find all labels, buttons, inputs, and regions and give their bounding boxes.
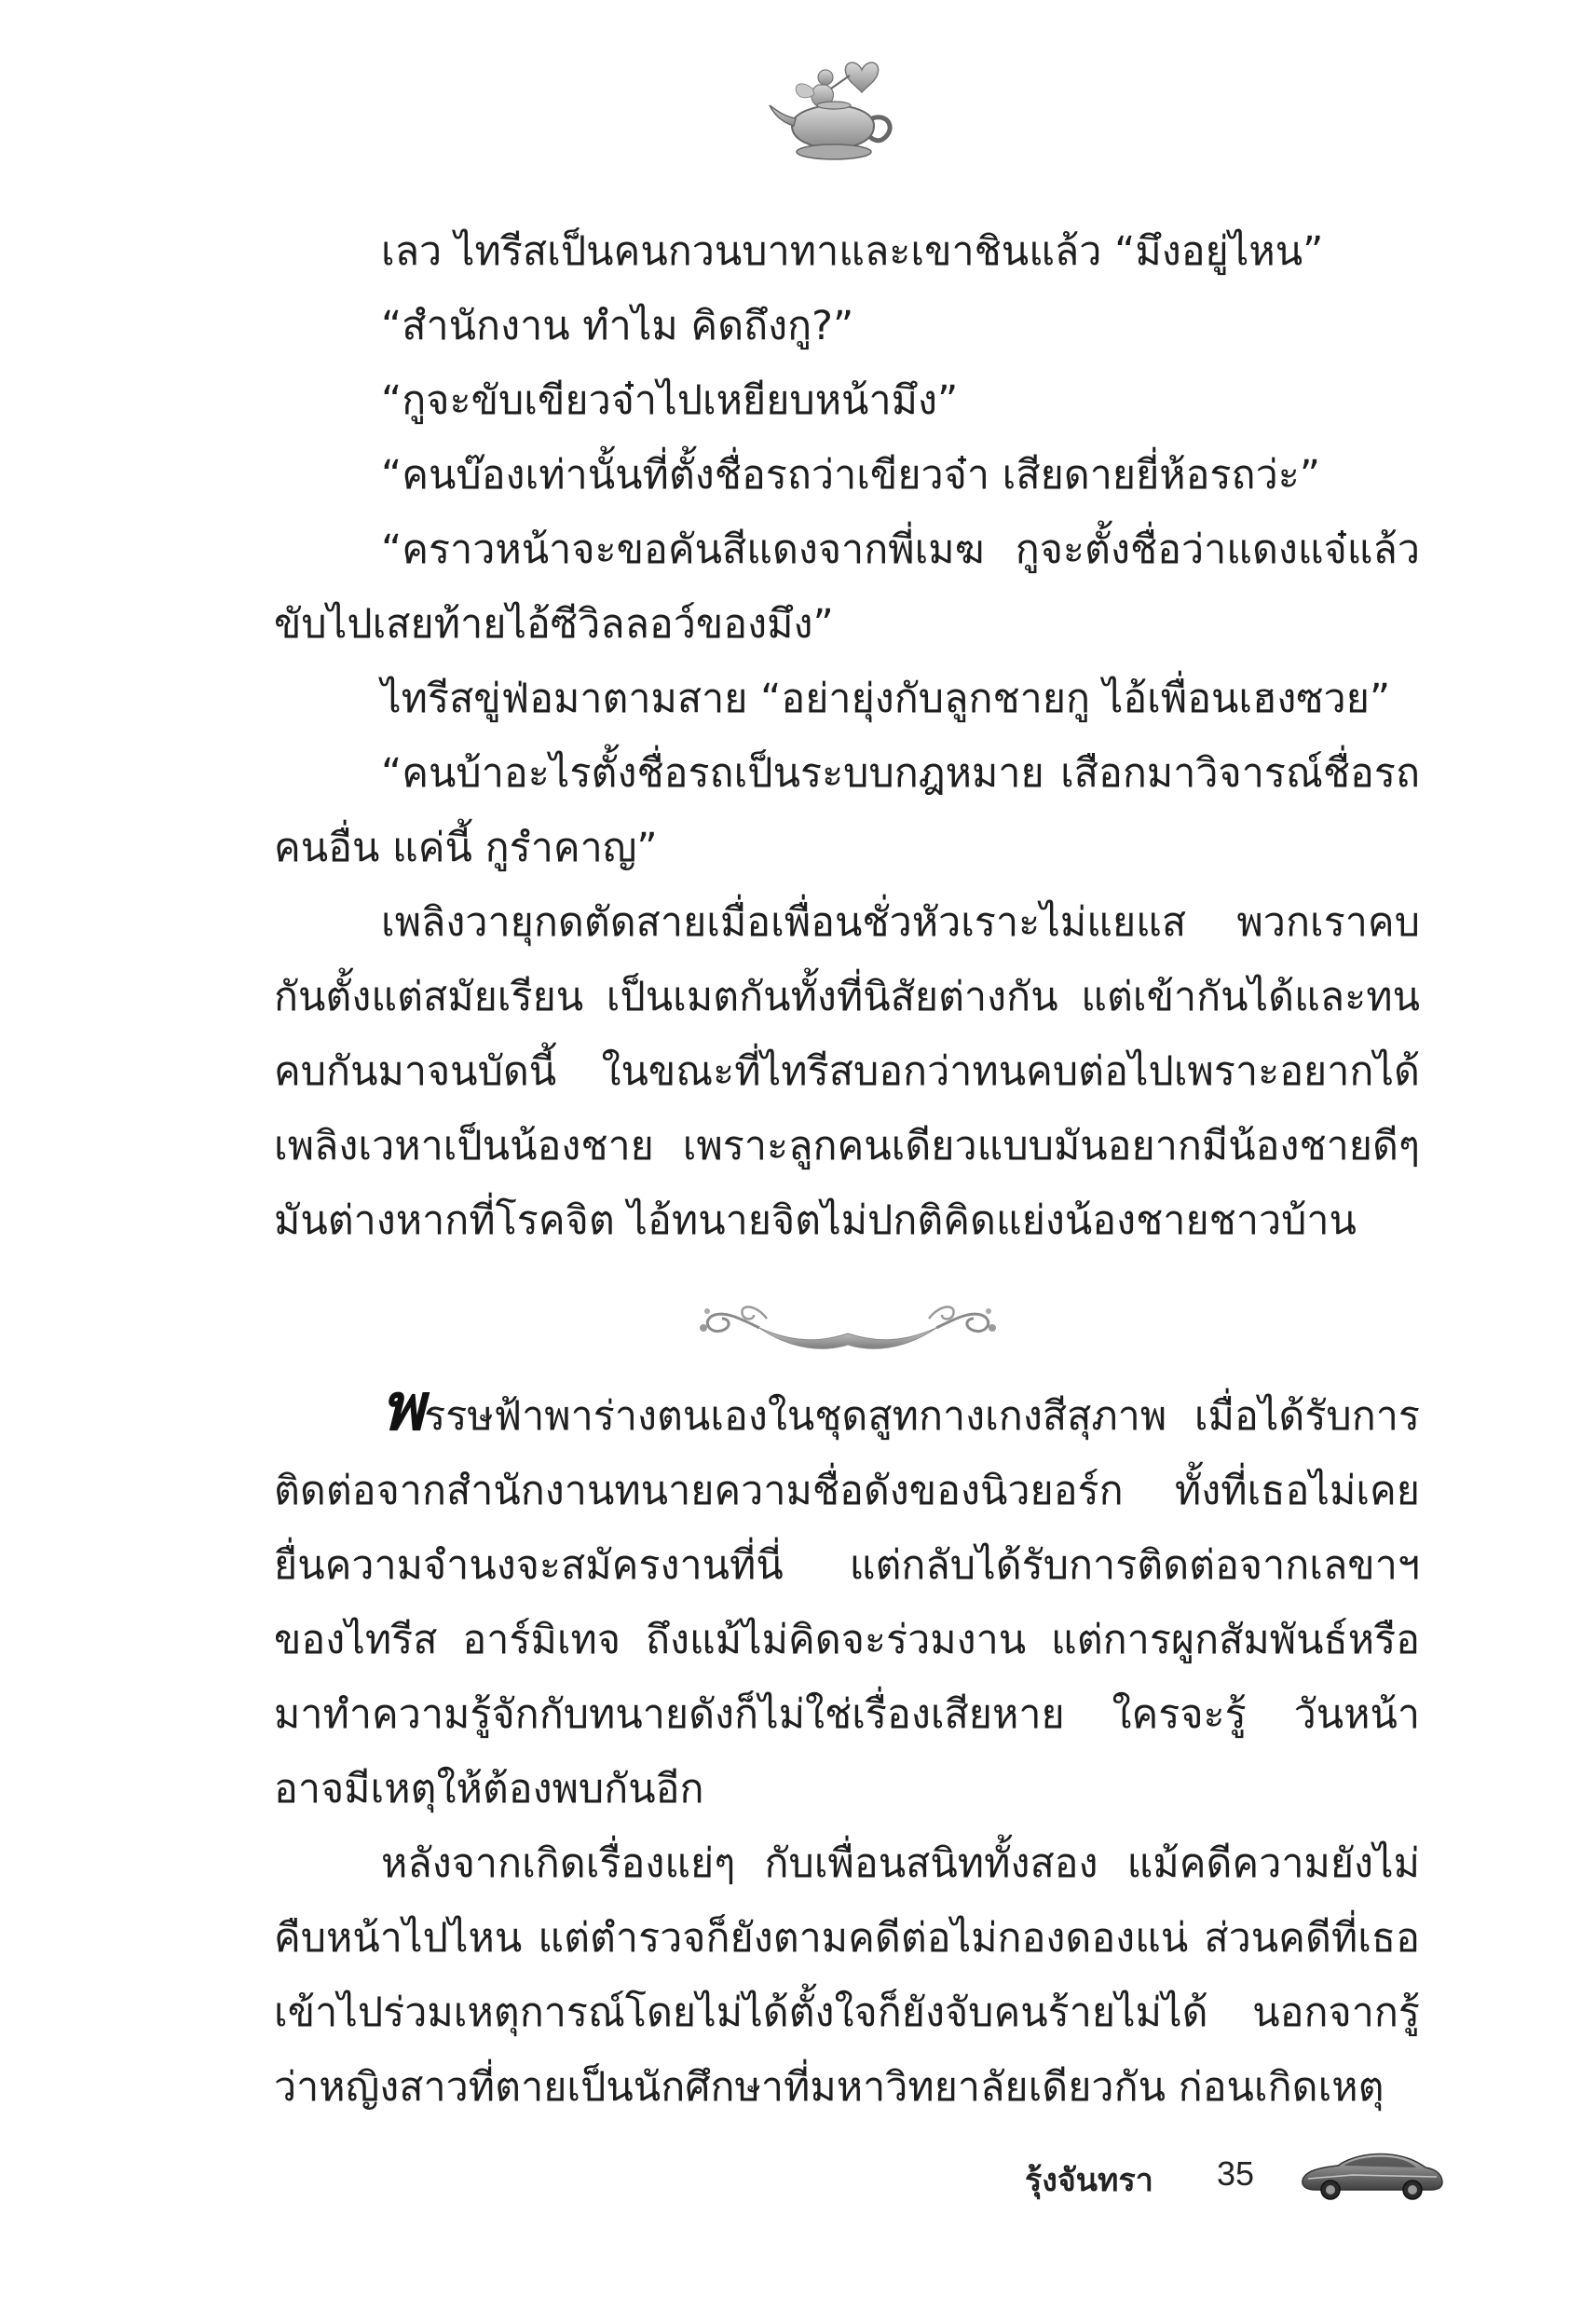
paragraph-text: รรษฟ้าพาร่างตนเองในชุดสูทกางเกงสีสุภาพ เมื่อได้รับการติดต่อจากสำนักงานทนายความชื่อดังของนิวยอร์ก ทั้งที่เธอไม่เคยยื่นความจำนงจะสมัครงานที่นี่ แต่กลับได้รับการติดต่อจากเลขาฯ ของไทรีส อาร์มิเทจ ถึงแม้ไม่คิดจะร่วมงาน แต่การผูกสัมพันธ์หรือมาทำความรู้จักกับทนายดังก็ไม่ใช่เรื่องเสียหาย ใครจะรู้ วันหน้าอาจมีเหตุให้ต้องพบกันอีก — [274, 1393, 1420, 1812]
drop-cap: พ — [381, 1368, 425, 1445]
paragraph: “สำนักงาน ทำไม คิดถึงกู?” — [381, 303, 854, 349]
paragraph: ไทรีสขู่ฟ่อมาตามสาย “อย่ายุ่งกับลูกชายกู ไอ้เพื่อนเฮงซวย” — [381, 676, 1391, 722]
text-section-2 — [274, 1368, 1420, 2125]
paragraph: “คราวหน้าจะขอคันสีแดงจากพี่เมฆ กูจะตั้งชื่อว่าแดงแจ๋แล้วขับไปเสยท้ายไอ้ซีวิลลอว์ของมึง” — [274, 526, 1420, 648]
flourish-divider-icon — [694, 1291, 1002, 1356]
paragraph: เลว ไทรีสเป็นคนกวนบาทาและเขาชินแล้ว “มึงอยู่ไหน” — [381, 228, 1324, 275]
paragraph: “กูจะขับเขียวจ๋าไปเหยียบหน้ามึง” — [381, 377, 959, 424]
paragraph: “คนบ๊องเท่านั้นที่ตั้งชื่อรถว่าเขียวจ๋า เสียดายยี่ห้อรถว่ะ” — [381, 452, 1321, 499]
car-icon — [1297, 2145, 1446, 2203]
paragraph: เพลิงวายุกดตัดสายเมื่อเพื่อนชั่วหัวเราะไม่แยแส พวกเราคบกันตั้งแต่สมัยเรียน เป็นเมตกันทั้งที่นิสัยต่างกัน แต่เข้ากันได้และทนคบกันมาจนบัดนี้ ในขณะที่ไทรีสบอกว่าทนคบต่อไปเพราะอยากได้เพลิงเวหาเป็นน้องชาย เพราะลูกคนเดียวแบบมันอยากมีน้องชายดีๆ มันต่างหากที่โรคจิต ไอ้ทนายจิตไม่ปกติคิดแย่งน้องชายชาวบ้าน — [274, 899, 1420, 1244]
paragraph: หลังจากเกิดเรื่องแย่ๆ กับเพื่อนสนิททั้งสอง แม้คดีความยังไม่คืบหน้าไปไหน แต่ตำรวจก็ยังตามคดีต่อไม่กองดองแน่ ส่วนคดีที่เธอเข้าไปร่วมเหตุการณ์โดยไม่ได้ตั้งใจก็ยังจับคนร้ายไม่ได้ นอกจากรู้ว่าหญิงสาวที่ตายเป็นนักศึกษาที่มหาวิทยาลัยเดียวกัน ก่อนเกิดเหตุ — [274, 1840, 1420, 2111]
teapot-cupid-icon — [764, 51, 904, 168]
paragraph-with-dropcap — [274, 1368, 1420, 1826]
text-section-1 — [274, 214, 1420, 1258]
page-footer — [1025, 2143, 1453, 2208]
page-number: 35 — [1217, 2154, 1255, 2193]
book-title: รุ้งจันทรา — [1025, 2162, 1153, 2199]
paragraph: “คนบ้าอะไรตั้งชื่อรถเป็นระบบกฎหมาย เสือกมาวิจารณ์ชื่อรถคนอื่น แค่นี้ กูรำคาญ” — [274, 750, 1420, 871]
